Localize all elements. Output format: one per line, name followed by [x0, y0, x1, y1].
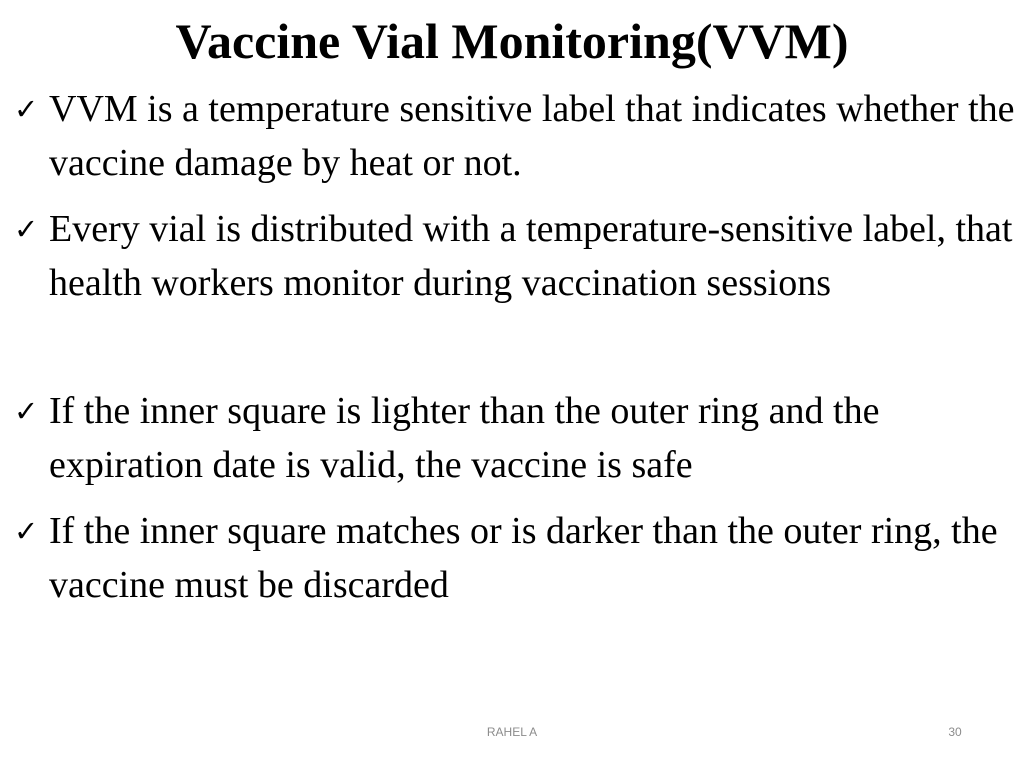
bullet-text: If the inner square is lighter than the outer ring and the expiration date is valid, the vaccine is safe: [49, 390, 880, 486]
bullet-list: [0, 82, 1024, 612]
check-mark-icon: ✓: [14, 212, 39, 246]
footer-author: RAHEL A: [486, 725, 538, 739]
bullet-item-vaccine-discard: [0, 504, 1024, 612]
bullet-text: VVM is a temperature sensitive label that indicates whether the vaccine damage by heat or not.: [49, 88, 1015, 184]
check-mark-icon: ✓: [14, 394, 39, 428]
bullet-text: Every vial is distributed with a temperature-sensitive label, that health workers monitor during vaccination sessions: [49, 208, 1013, 304]
bullet-item-vial-label: [0, 202, 1024, 310]
check-mark-icon: ✓: [14, 514, 39, 548]
bullet-item-vaccine-safe: [0, 384, 1024, 492]
check-mark-icon: ✓: [14, 92, 39, 126]
page-number: 30: [948, 725, 962, 739]
bullet-item-vvm-definition: [0, 82, 1024, 190]
slide-title: Vaccine Vial Monitoring(VVM): [175, 13, 849, 69]
bullet-text: If the inner square matches or is darker than the outer ring, the vaccine must be discarded: [49, 510, 998, 606]
